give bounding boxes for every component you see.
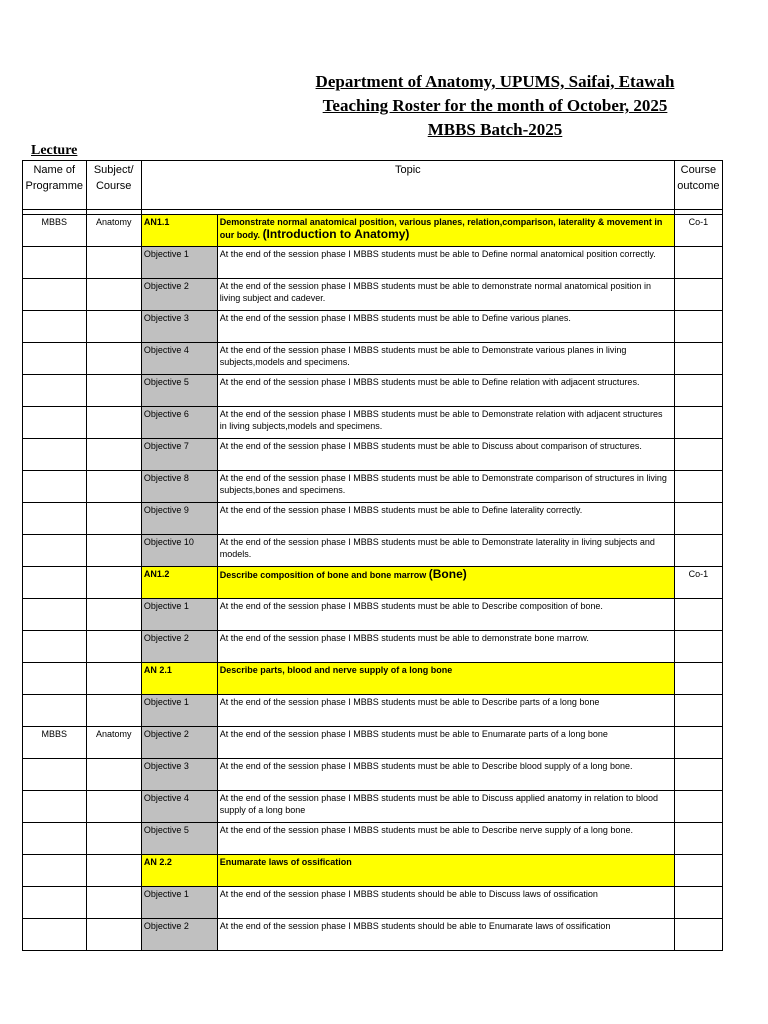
programme-cell: MBBS	[23, 727, 87, 759]
course-outcome-cell	[674, 279, 722, 311]
programme-cell: MBBS	[23, 215, 87, 247]
topic-text: Demonstrate normal anatomical position, various planes, relation,comparison, laterality & movement in our body.	[219, 217, 663, 240]
course-outcome-cell	[674, 887, 722, 919]
competency-topic	[217, 855, 674, 887]
objective-label: Objective 2	[141, 631, 217, 663]
topic-text: At the end of the session phase I MBBS students must be able to Demonstrate comparison of structures in living subjects,bones and specimens.	[219, 473, 667, 495]
table-row	[23, 503, 723, 535]
objective-text	[217, 535, 674, 567]
course-outcome-cell	[674, 823, 722, 855]
section-label: Lecture	[31, 143, 78, 158]
objective-label: Objective 4	[141, 343, 217, 375]
course-outcome-cell	[674, 503, 722, 535]
subject-cell	[86, 439, 141, 471]
course-outcome-cell	[674, 919, 722, 951]
course-outcome-cell	[674, 759, 722, 791]
roster-table	[22, 160, 723, 951]
topic-text: At the end of the session phase I MBBS students must be able to Demonstrate various planes in living subjects,models and specimens.	[219, 345, 627, 367]
block-2	[23, 727, 723, 951]
objective-text	[217, 631, 674, 663]
programme-cell	[23, 343, 87, 375]
objective-label: Objective 10	[141, 535, 217, 567]
subject-cell: Anatomy	[86, 215, 141, 247]
subject-cell: Anatomy	[86, 727, 141, 759]
table-row	[23, 567, 723, 599]
programme-cell	[23, 599, 87, 631]
table-row	[23, 279, 723, 311]
table-row	[23, 887, 723, 919]
subject-cell	[86, 887, 141, 919]
programme-cell	[23, 791, 87, 823]
objective-label: Objective 7	[141, 439, 217, 471]
table-header-row	[23, 161, 723, 210]
objective-label: Objective 5	[141, 823, 217, 855]
course-outcome-cell	[674, 471, 722, 503]
table-row	[23, 855, 723, 887]
objective-text	[217, 919, 674, 951]
programme-cell	[23, 375, 87, 407]
subject-cell	[86, 759, 141, 791]
topic-text: At the end of the session phase I MBBS students must be able to Discuss applied anatomy in relation to blood supply of a long bone	[219, 793, 658, 815]
course-outcome-cell	[674, 311, 722, 343]
subject-cell	[86, 823, 141, 855]
objective-text	[217, 823, 674, 855]
programme-cell	[23, 439, 87, 471]
table-row	[23, 343, 723, 375]
objective-label: Objective 2	[141, 919, 217, 951]
programme-cell	[23, 823, 87, 855]
topic-text: At the end of the session phase I MBBS students must be able to Discuss about comparison of structures.	[219, 441, 642, 451]
programme-cell	[23, 567, 87, 599]
objective-text	[217, 279, 674, 311]
objective-label: Objective 4	[141, 791, 217, 823]
subject-cell	[86, 279, 141, 311]
subject-cell	[86, 407, 141, 439]
course-outcome-cell	[674, 791, 722, 823]
topic-text: At the end of the session phase I MBBS students should be able to Enumarate laws of ossification	[219, 921, 611, 931]
objective-text	[217, 759, 674, 791]
subject-cell	[86, 535, 141, 567]
subject-cell	[86, 471, 141, 503]
programme-cell	[23, 631, 87, 663]
topic-text: Describe parts, blood and nerve supply of a long bone	[219, 665, 453, 675]
header-programme: Name of Programme	[23, 161, 87, 210]
competency-code: AN 2.2	[141, 855, 217, 887]
table-row	[23, 631, 723, 663]
objective-text	[217, 599, 674, 631]
topic-text: Describe composition of bone and bone marrow	[219, 570, 427, 580]
programme-cell	[23, 471, 87, 503]
objective-label: Objective 1	[141, 695, 217, 727]
programme-cell	[23, 503, 87, 535]
objective-text	[217, 471, 674, 503]
objective-label: Objective 8	[141, 471, 217, 503]
objective-text	[217, 727, 674, 759]
objective-label: Objective 1	[141, 887, 217, 919]
table-row	[23, 535, 723, 567]
objective-label: Objective 3	[141, 759, 217, 791]
topic-text: At the end of the session phase I MBBS students must be able to Demonstrate relation with adjacent structures in living subjects,models and specimens.	[219, 409, 663, 431]
topic-text: At the end of the session phase I MBBS students must be able to Describe parts of a long bone	[219, 697, 600, 707]
course-outcome-cell	[674, 535, 722, 567]
topic-text: At the end of the session phase I MBBS students must be able to Describe composition of bone.	[219, 601, 603, 611]
objective-text	[217, 439, 674, 471]
topic-text: At the end of the session phase I MBBS students must be able to Define laterality correctly.	[219, 505, 583, 515]
objective-label: Objective 9	[141, 503, 217, 535]
subject-cell	[86, 695, 141, 727]
topic-text: At the end of the session phase I MBBS students must be able to Describe nerve supply of a long bone.	[219, 825, 633, 835]
programme-cell	[23, 407, 87, 439]
subject-cell	[86, 375, 141, 407]
table-row	[23, 663, 723, 695]
course-outcome-cell	[674, 695, 722, 727]
programme-cell	[23, 247, 87, 279]
table-row	[23, 823, 723, 855]
objective-text	[217, 695, 674, 727]
objective-label: Objective 2	[141, 727, 217, 759]
table-row	[23, 439, 723, 471]
course-outcome-cell	[674, 407, 722, 439]
topic-text: At the end of the session phase I MBBS students must be able to Define normal anatomical position correctly.	[219, 249, 656, 259]
objective-label: Objective 5	[141, 375, 217, 407]
topic-text: At the end of the session phase I MBBS students must be able to Demonstrate laterality in living subjects and models.	[219, 537, 655, 559]
subject-cell	[86, 919, 141, 951]
competency-topic	[217, 215, 674, 247]
objective-text	[217, 887, 674, 919]
table-row	[23, 247, 723, 279]
objective-text	[217, 343, 674, 375]
header-outcome: Course outcome	[674, 161, 722, 210]
objective-label: Objective 6	[141, 407, 217, 439]
objective-label: Objective 1	[141, 247, 217, 279]
header-subject: Subject/ Course	[86, 161, 141, 210]
topic-category: (Bone)	[428, 567, 467, 581]
table-row	[23, 407, 723, 439]
subject-cell	[86, 663, 141, 695]
programme-cell	[23, 695, 87, 727]
programme-cell	[23, 279, 87, 311]
competency-topic	[217, 567, 674, 599]
course-outcome-cell	[674, 439, 722, 471]
objective-label: Objective 2	[141, 279, 217, 311]
course-outcome-cell: Co-1	[674, 567, 722, 599]
objective-text	[217, 503, 674, 535]
subject-cell	[86, 311, 141, 343]
competency-code: AN 2.1	[141, 663, 217, 695]
topic-category: (Introduction to Anatomy)	[262, 227, 410, 241]
table-row	[23, 791, 723, 823]
course-outcome-cell: Co-1	[674, 215, 722, 247]
topic-text: At the end of the session phase I MBBS students must be able to Describe blood supply of a long bone.	[219, 761, 633, 771]
objective-text	[217, 247, 674, 279]
programme-cell	[23, 919, 87, 951]
table-row	[23, 695, 723, 727]
subject-cell	[86, 631, 141, 663]
title-line-2: Teaching Roster for the month of October, 2025	[322, 96, 668, 115]
objective-text	[217, 375, 674, 407]
subject-cell	[86, 503, 141, 535]
subject-cell	[86, 567, 141, 599]
topic-text: At the end of the session phase I MBBS students must be able to demonstrate normal anatomical position in living subject and cadever.	[219, 281, 651, 303]
programme-cell	[23, 663, 87, 695]
table-row	[23, 471, 723, 503]
table-row	[23, 311, 723, 343]
topic-text: At the end of the session phase I MBBS students must be able to Enumarate parts of a long bone	[219, 729, 608, 739]
topic-text: At the end of the session phase I MBBS students must be able to Define various planes.	[219, 313, 571, 323]
competency-topic	[217, 663, 674, 695]
topic-text: Enumarate laws of ossification	[219, 857, 352, 867]
course-outcome-cell	[674, 599, 722, 631]
topic-text: At the end of the session phase I MBBS students must be able to demonstrate bone marrow.	[219, 633, 589, 643]
topic-text: At the end of the session phase I MBBS students should be able to Discuss laws of ossification	[219, 889, 598, 899]
competency-code: AN1.1	[141, 215, 217, 247]
course-outcome-cell	[674, 855, 722, 887]
objective-text	[217, 791, 674, 823]
table-row	[23, 759, 723, 791]
programme-cell	[23, 759, 87, 791]
objective-text	[217, 311, 674, 343]
subject-cell	[86, 855, 141, 887]
topic-text: At the end of the session phase I MBBS students must be able to Define relation with adjacent structures.	[219, 377, 640, 387]
document-title	[210, 70, 768, 142]
block-1	[23, 210, 723, 727]
competency-code: AN1.2	[141, 567, 217, 599]
table-row	[23, 727, 723, 759]
header-topic: Topic	[141, 161, 674, 210]
course-outcome-cell	[674, 631, 722, 663]
subject-cell	[86, 343, 141, 375]
objective-label: Objective 1	[141, 599, 217, 631]
course-outcome-cell	[674, 727, 722, 759]
programme-cell	[23, 887, 87, 919]
course-outcome-cell	[674, 663, 722, 695]
table-row	[23, 599, 723, 631]
subject-cell	[86, 599, 141, 631]
objective-text	[217, 407, 674, 439]
table-row	[23, 375, 723, 407]
programme-cell	[23, 311, 87, 343]
subject-cell	[86, 247, 141, 279]
title-line-1: Department of Anatomy, UPUMS, Saifai, Etawah	[315, 72, 675, 91]
objective-label: Objective 3	[141, 311, 217, 343]
table-row	[23, 215, 723, 247]
programme-cell	[23, 855, 87, 887]
table-row	[23, 919, 723, 951]
course-outcome-cell	[674, 247, 722, 279]
subject-cell	[86, 791, 141, 823]
programme-cell	[23, 535, 87, 567]
course-outcome-cell	[674, 375, 722, 407]
title-line-3: MBBS Batch-2025	[427, 120, 563, 139]
course-outcome-cell	[674, 343, 722, 375]
